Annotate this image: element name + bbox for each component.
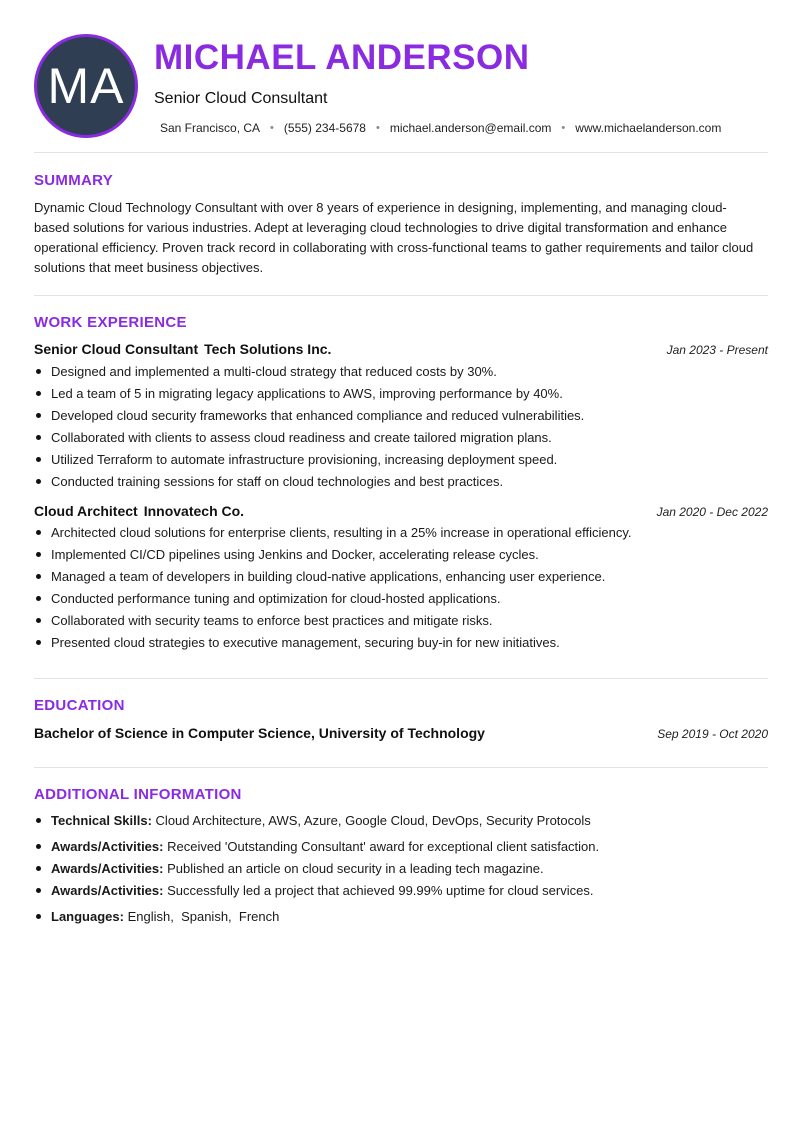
job-title [34,503,244,519]
list-item [34,836,768,858]
bullet-icon [36,888,41,893]
info-label: Technical Skills: [51,813,152,828]
summary-heading: SUMMARY [34,172,114,189]
job-company: Innovatech Co. [143,503,245,519]
bullet-icon [36,391,41,396]
list-item [34,522,768,544]
bullet-icon [36,457,41,462]
bullet-icon [36,435,41,440]
avatar-initials: MA [47,58,125,114]
list-item [34,810,768,832]
job-dates: Jan 2020 - Dec 2022 [656,505,768,519]
bullet-text: Managed a team of developers in building cloud-native applications, enhancing user experience. [51,569,606,584]
list-item [34,427,768,449]
candidate-title: Senior Cloud Consultant [154,90,328,107]
list-item [34,405,768,427]
list-item [34,383,768,405]
job-role: Cloud Architect [34,503,138,519]
bullet-text: Collaborated with security teams to enforce best practices and mitigate risks. [51,613,493,628]
list-item [34,566,768,588]
separator-dot: • [561,122,566,134]
bullet-text: Architected cloud solutions for enterprise clients, resulting in a 25% increase in operational efficiency. [51,525,632,540]
additional-heading: ADDITIONAL INFORMATION [34,786,242,803]
info-text: Received 'Outstanding Consultant' award for exceptional client satisfaction. [167,839,600,854]
info-label: Awards/Activities: [51,861,164,876]
education-section [34,679,768,767]
job-dates: Jan 2023 - Present [666,343,768,357]
list-item [34,588,768,610]
summary-section [34,153,768,295]
list-item [34,471,768,493]
bullet-icon [36,818,41,823]
bullet-icon [36,552,41,557]
bullet-icon [36,479,41,484]
job-title [34,341,331,357]
job-entry [34,503,768,654]
experience-section [34,296,768,678]
bullet-icon [36,844,41,849]
education-entry [34,725,768,741]
job-header [34,341,768,357]
list-item [34,449,768,471]
bullet-icon [36,413,41,418]
job-bullets [34,361,768,493]
bullet-text: Developed cloud security frameworks that enhanced compliance and reduced vulnerabilities. [51,408,585,423]
contact-location: San Francisco, CA [160,121,261,135]
bullet-icon [36,574,41,579]
contact-phone: (555) 234-5678 [283,121,366,135]
summary-text: Dynamic Cloud Technology Consultant with over 8 years of experience in designing, implementing, and managing cloud-based solutions for various industries. Adept at leveraging cloud technologies to drive digital transformation and enhance operational efficiency. Proven track record in collaborating with cross-functional teams to gather requirements and tailor cloud solutions that meet business objectives. [34,200,754,275]
bullet-icon [36,618,41,623]
bullet-text: Implemented CI/CD pipelines using Jenkins and Docker, accelerating release cycles. [51,547,539,562]
bullet-text: Designed and implemented a multi-cloud strategy that reduced costs by 30%. [51,364,497,379]
info-text: English, Spanish, French [127,909,280,924]
list-item [34,610,768,632]
bullet-icon [36,866,41,871]
list-item [34,632,768,654]
bullet-text: Collaborated with clients to assess cloud readiness and create tailored migration plans. [51,430,552,445]
list-item [34,906,768,928]
contact-website[interactable]: www.michaelanderson.com [575,121,722,135]
bullet-text: Led a team of 5 in migrating legacy applications to AWS, improving performance by 40%. [51,386,563,401]
info-text: Cloud Architecture, AWS, Azure, Google Cloud, DevOps, Security Protocols [155,813,591,828]
bullet-icon [36,914,41,919]
education-degree: Bachelor of Science in Computer Science, University of Technology [34,725,485,741]
bullet-text: Utilized Terraform to automate infrastructure provisioning, increasing deployment speed. [51,452,558,467]
resume-page [34,0,768,928]
contact-email[interactable]: michael.anderson@email.com [389,121,552,135]
bullet-text: Conducted performance tuning and optimization for cloud-hosted applications. [51,591,501,606]
list-item [34,544,768,566]
education-heading: EDUCATION [34,697,125,714]
info-label: Languages: [51,909,124,924]
list-item [34,858,768,880]
additional-list [34,810,768,928]
info-label: Awards/Activities: [51,839,164,854]
bullet-icon [36,640,41,645]
resume-header [34,0,768,152]
bullet-icon [36,530,41,535]
job-role: Senior Cloud Consultant [34,341,199,357]
avatar [34,34,138,138]
education-dates: Sep 2019 - Oct 2020 [657,727,768,741]
candidate-name: MICHAEL ANDERSON [154,38,530,77]
job-bullets [34,522,768,654]
bullet-icon [36,596,41,601]
info-text: Successfully led a project that achieved 99.99% uptime for cloud services. [167,883,594,898]
separator-dot: • [270,122,274,134]
job-entry [34,341,768,493]
bullet-icon [36,369,41,374]
additional-section [34,768,768,928]
info-text: Published an article on cloud security in a leading tech magazine. [167,861,544,876]
job-company: Tech Solutions Inc. [204,341,332,357]
info-label: Awards/Activities: [51,883,164,898]
experience-heading: WORK EXPERIENCE [34,314,187,331]
separator-dot: • [375,122,380,134]
list-item [34,880,768,902]
contact-info [160,121,721,135]
job-header [34,503,768,519]
bullet-text: Conducted training sessions for staff on cloud technologies and best practices. [51,474,504,489]
list-item [34,361,768,383]
bullet-text: Presented cloud strategies to executive management, securing buy-in for new initiatives. [51,635,560,650]
